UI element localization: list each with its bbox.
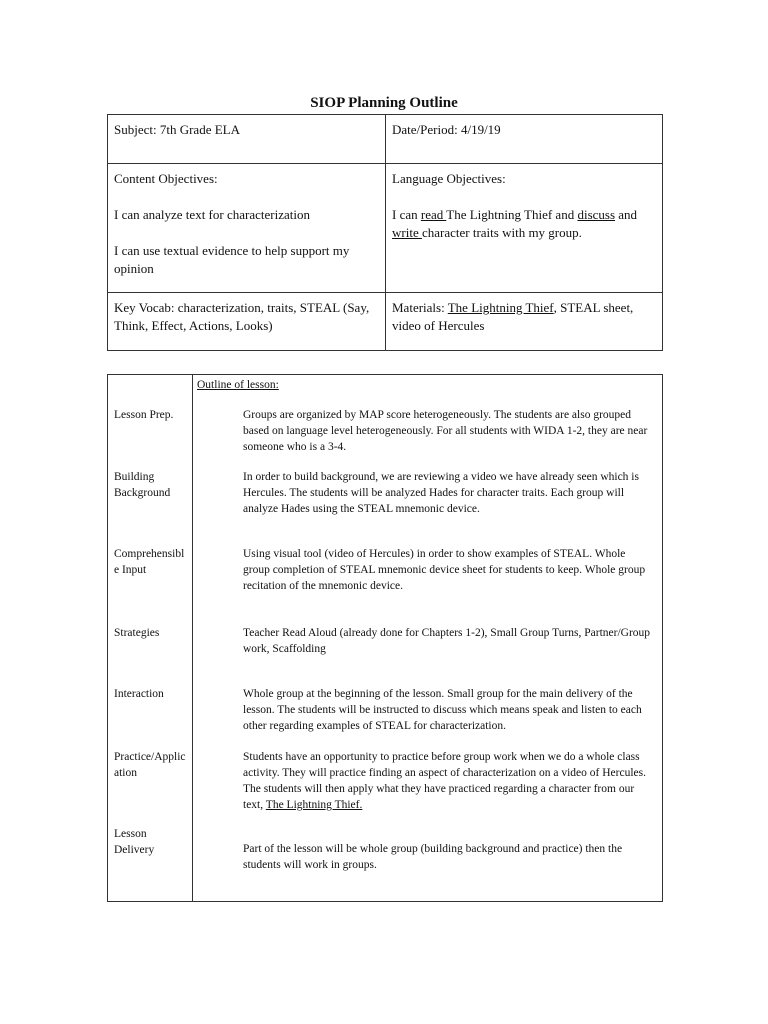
text-strategies: Teacher Read Aloud (already done for Chapters 1-2), Small Group Turns, Partner/Group work, Scaffolding	[243, 627, 651, 655]
label-lesson-delivery: Lesson Delivery	[114, 828, 155, 856]
label-interaction: Interaction	[114, 688, 164, 700]
content-objective-1: I can analyze text for characterization	[114, 207, 310, 222]
label-lesson-prep: Lesson Prep.	[114, 409, 174, 421]
text-practice-application: Students have an opportunity to practice before group work when we do a whole class activity. They will practice finding an aspect of characterization on a video of Hercules. The students will then apply what they have practiced regarding a character from our text, The Lightning Thief.	[243, 751, 646, 811]
label-strategies: Strategies	[114, 627, 160, 639]
content-objectives-heading: Content Objectives:	[114, 171, 218, 186]
planning-header-table	[107, 114, 663, 351]
text-lesson-delivery: Part of the lesson will be whole group (building background and practice) then the students will work in groups.	[243, 843, 623, 871]
subject-cell: Subject: 7th Grade ELA	[108, 115, 386, 164]
language-objective-text: I can read The Lightning Thief and discuss and write character traits with my group.	[392, 207, 638, 240]
materials-cell: Materials: The Lightning Thief, STEAL sheet, video of Hercules	[386, 293, 663, 351]
content-objectives-cell	[108, 164, 386, 293]
column-divider	[192, 375, 193, 901]
label-comprehensible-input: Comprehensible Input	[114, 548, 185, 576]
label-building-background: Building Background	[114, 471, 171, 499]
outline-heading: Outline of lesson:	[197, 379, 279, 391]
language-objectives-cell	[386, 164, 663, 293]
date-period-cell: Date/Period: 4/19/19	[386, 115, 663, 164]
label-practice-application: Practice/Application	[114, 751, 186, 779]
text-building-background: In order to build background, we are reviewing a video we have already seen which is Hercules. The students will be analyzed Hades for character traits. Each group will analyze Hades using the STEAL mnemonic device.	[243, 471, 639, 515]
text-lesson-prep: Groups are organized by MAP score heterogeneously. The students are also grouped based on language level heterogeneously. For all students with WIDA 1-2, they are near someone who is a 3-4.	[243, 409, 648, 453]
document-title: SIOP Planning Outline	[310, 95, 458, 111]
language-objectives-heading: Language Objectives:	[392, 171, 506, 186]
content-objective-2: I can use textual evidence to help support my opinion	[114, 243, 350, 276]
lesson-outline-table	[107, 374, 663, 902]
text-interaction: Whole group at the beginning of the lesson. Small group for the main delivery of the lesson. The students will be instructed to discuss which means speak and listen to each other regarding examples of STEAL for characterization.	[243, 688, 642, 732]
key-vocab-cell: Key Vocab: characterization, traits, STEAL (Say, Think, Effect, Actions, Looks)	[108, 293, 386, 351]
text-comprehensible-input: Using visual tool (video of Hercules) in order to show examples of STEAL. Whole group completion of STEAL mnemonic device sheet for students to keep. Whole group recitation of the mnemonic device.	[243, 548, 646, 592]
